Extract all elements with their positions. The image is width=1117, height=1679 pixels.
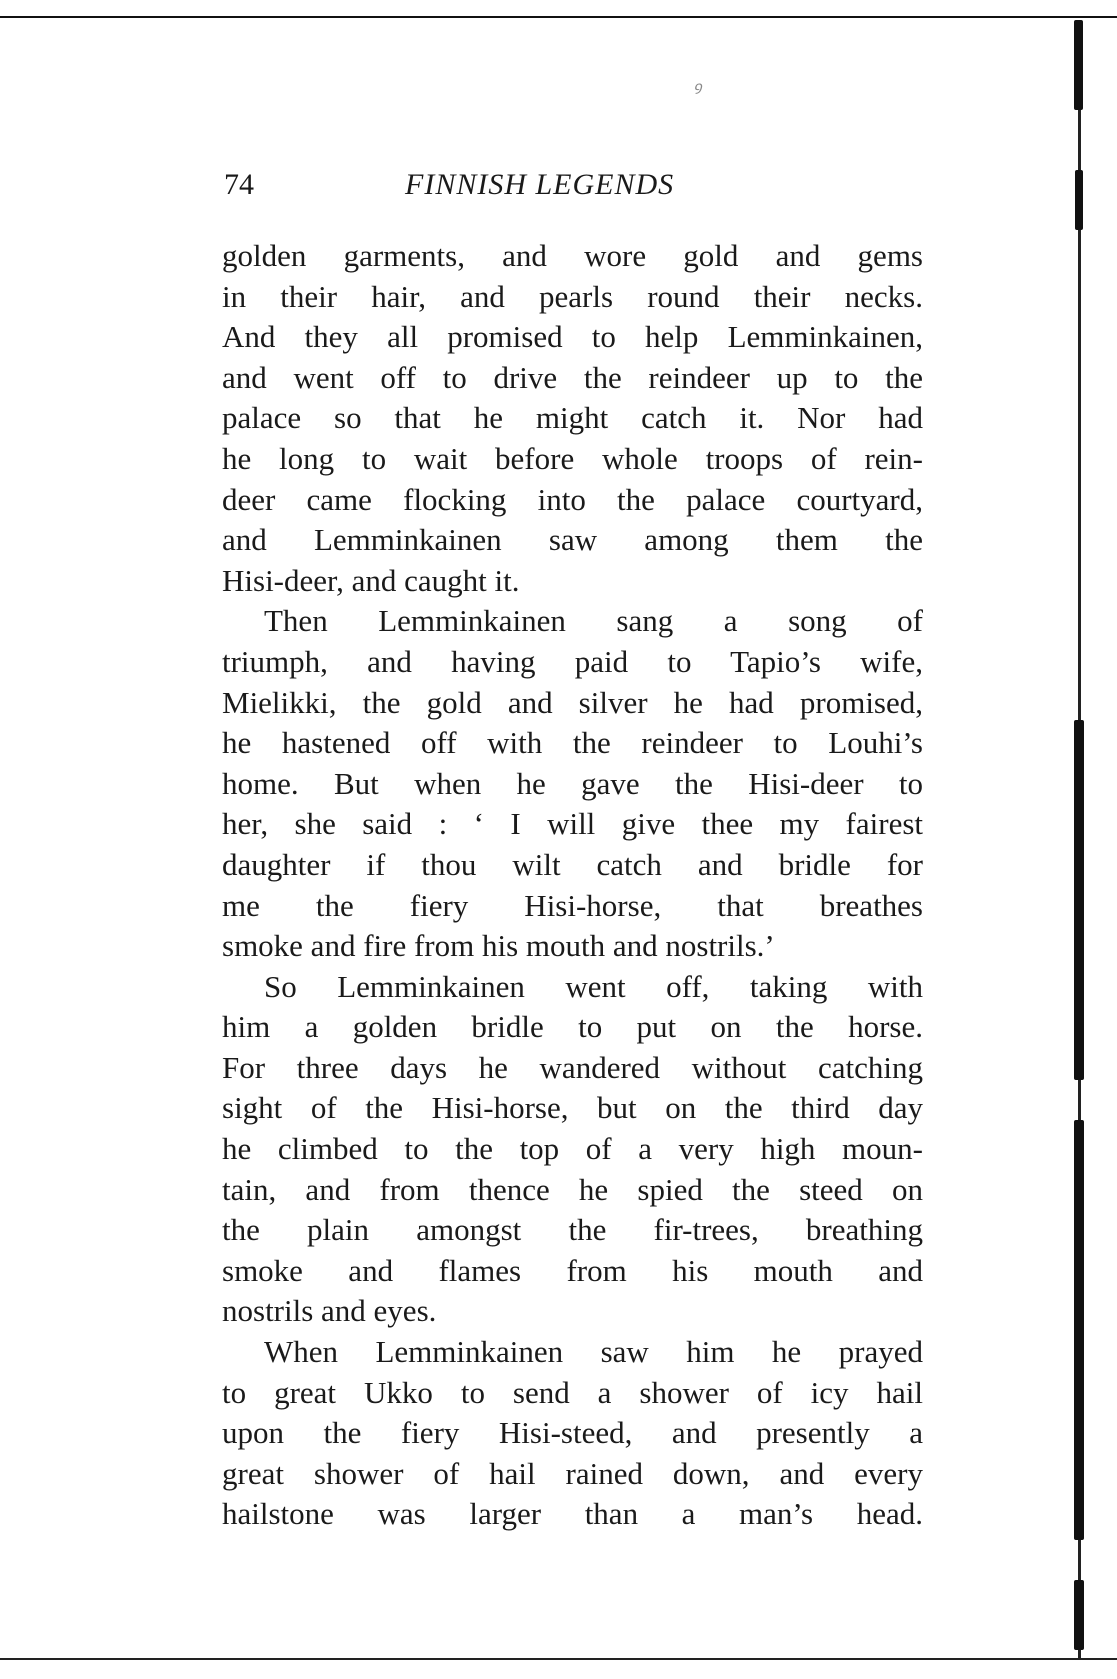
text-line: the plain amongst the fir-trees, breathing bbox=[222, 1212, 923, 1248]
text-line: he long to wait before whole troops of rein- bbox=[222, 440, 923, 476]
text-line: in their hair, and pearls round their necks. bbox=[222, 278, 923, 314]
text-line: For three days he wandered without catching bbox=[222, 1049, 923, 1085]
text-line: and went off to drive the reindeer up to the bbox=[222, 359, 923, 395]
text-line: sight of the Hisi-horse, but on the third day bbox=[222, 1090, 923, 1126]
text-line: smoke and flames from his mouth and bbox=[222, 1252, 923, 1288]
pencil-mark: ꝰ bbox=[692, 77, 701, 102]
text-line: smoke and fire from his mouth and nostrils.’ bbox=[222, 928, 775, 964]
text-line: me the fiery Hisi-horse, that breathes bbox=[222, 887, 923, 923]
text-line: daughter if thou wilt catch and bridle for bbox=[222, 846, 923, 882]
text-line: him a golden bridle to put on the horse. bbox=[222, 1009, 923, 1045]
text-line: nostrils and eyes. bbox=[222, 1293, 437, 1329]
top-rule bbox=[0, 16, 1117, 18]
text-line: When Lemminkainen saw him he prayed bbox=[264, 1334, 923, 1370]
text-line: hailstone was larger than a man’s head. bbox=[222, 1496, 923, 1532]
text-line: great shower of hail rained down, and every bbox=[222, 1455, 923, 1491]
text-line: upon the fiery Hisi-steed, and presently a bbox=[222, 1415, 923, 1451]
body-text bbox=[222, 236, 923, 1535]
text-line: And they all promised to help Lemminkainen, bbox=[222, 319, 923, 355]
text-line: he hastened off with the reindeer to Louhi’s bbox=[222, 725, 923, 761]
text-line: he climbed to the top of a very high moun- bbox=[222, 1131, 923, 1167]
bottom-rule bbox=[0, 1658, 1117, 1660]
text-line: home. But when he gave the Hisi-deer to bbox=[222, 765, 923, 801]
text-line: golden garments, and wore gold and gems bbox=[222, 238, 923, 273]
text-line: Mielikki, the gold and silver he had promised, bbox=[222, 684, 923, 720]
text-line: deer came flocking into the palace courtyard, bbox=[222, 481, 923, 517]
book-spine-edge bbox=[1074, 20, 1084, 1660]
text-line: to great Ukko to send a shower of icy hail bbox=[222, 1374, 923, 1410]
page-number: 74 bbox=[224, 168, 254, 201]
text-line: So Lemminkainen went off, taking with bbox=[264, 968, 923, 1004]
text-line: Hisi-deer, and caught it. bbox=[222, 562, 520, 598]
text-line: tain, and from thence he spied the steed on bbox=[222, 1171, 923, 1207]
running-head bbox=[224, 168, 924, 212]
text-line: Then Lemminkainen sang a song of bbox=[264, 603, 923, 639]
text-line: palace so that he might catch it. Nor had bbox=[222, 400, 923, 436]
running-title: FINNISH LEGENDS bbox=[405, 168, 675, 201]
text-line: her, she said : ‘ I will give thee my fairest bbox=[222, 806, 923, 842]
text-line: and Lemminkainen saw among them the bbox=[222, 522, 923, 558]
text-line: triumph, and having paid to Tapio’s wife, bbox=[222, 643, 923, 679]
